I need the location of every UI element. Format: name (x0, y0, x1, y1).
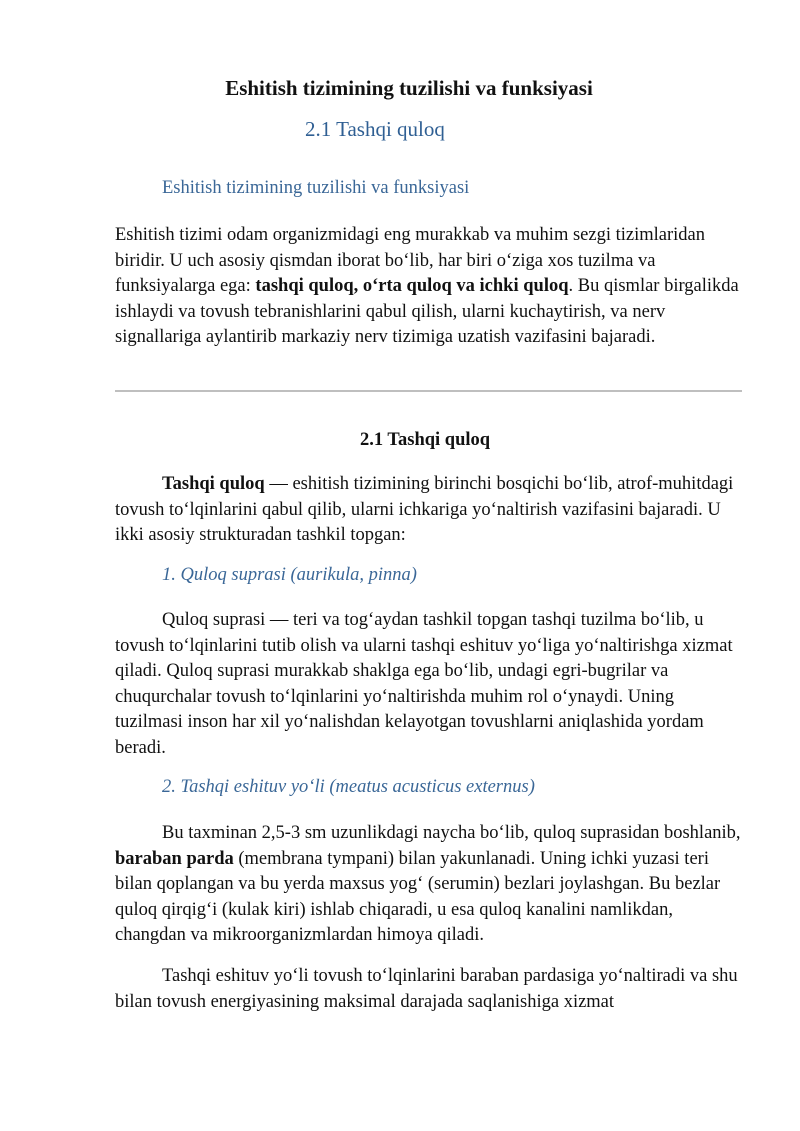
intro-text-2: . Bu qismlar birgalikda ishlaydi va tovush tebranishlarini qabul qilish, ularni kuchaytirish, va nerv signallariga aylantirib markaziy nerv tizimiga uzatish vazifasini bajaradi. (115, 276, 739, 347)
eshituv-yoli-paragraph (115, 821, 745, 949)
naycha-text-1: Bu taxminan 2,5-3 sm uzunlikdagi naycha bo‘lib, quloq suprasidan boshlanib, (162, 823, 741, 843)
tashqi-quloq-text: — eshitish tizimining birinchi bosqichi bo‘lib, atrof-muhitdagi tovush to‘lqinlarini qabul qilib, ularni ichkariga yo‘naltirish vazifasini bajaradi. U ikki asosiy strukturadan tashkil topgan: (115, 474, 734, 545)
tashqi-quloq-paragraph (115, 472, 745, 549)
subsection-heading-2: 2. Tashqi eshituv yo‘li (meatus acusticus externus) (162, 777, 535, 797)
document-subtitle: 2.1 Tashqi quloq (305, 117, 445, 141)
quloq-suprasi-paragraph: Quloq suprasi — teri va tog‘aydan tashkil topgan tashqi tuzilma bo‘lib, u tovush to‘lqinlarini tutib olish va ularni tashqi eshituv yo‘liga yo‘naltirishga xizmat qiladi. Quloq suprasi murakkab shaklga ega bo‘lib, undagi egri-bugrilar va chuqurchalar tovush to‘lqinlarini yo‘naltirishda muhim rol o‘ynaydi. Uning tuzilmasi inson har xil yo‘nalishdan kelayotgan tovushlarni aniqlashida yordam beradi. (115, 610, 733, 758)
subsection-heading-1: 1. Quloq suprasi (aurikula, pinna) (162, 565, 417, 585)
toc-entry: Eshitish tizimining tuzilishi va funksiyasi (162, 178, 470, 198)
naycha-text-2: (membrana tympani) bilan yakunlanadi. Uning ichki yuzasi teri bilan qoplangan va bu yerda maxsus yog‘ (serumin) bezlari joylashgan. Bu bezlar quloq qirqig‘i (kulak kiri) ishlab chiqaradi, u esa quloq kanalini namlikdan, changdan va mikroorganizmlardan himoya qiladi. (115, 848, 721, 945)
intro-bold-parts: tashqi quloq, o‘rta quloq va ichki quloq (255, 276, 569, 296)
document-title: Eshitish tizimining tuzilishi va funksiyasi (225, 76, 593, 100)
intro-text-1: Eshitish tizimi odam organizmidagi eng murakkab va muhim sezgi tizimlaridan biridir. U uch asosiy qismdan iborat bo‘lib, har biri o‘ziga xos tuzilma va funksiyalarga ega: (115, 225, 705, 296)
baraban-parda-term: baraban parda (115, 848, 234, 869)
intro-paragraph (115, 223, 745, 351)
section-heading: 2.1 Tashqi quloq (359, 430, 491, 450)
section-divider (115, 390, 742, 392)
tashqi-quloq-term: Tashqi quloq (162, 474, 265, 494)
energy-paragraph: Tashqi eshituv yo‘li tovush to‘lqinlarini baraban pardasiga yo‘naltiradi va shu bilan tovush energiyasining maksimal darajada saqlanishiga xizmat (115, 966, 738, 1012)
